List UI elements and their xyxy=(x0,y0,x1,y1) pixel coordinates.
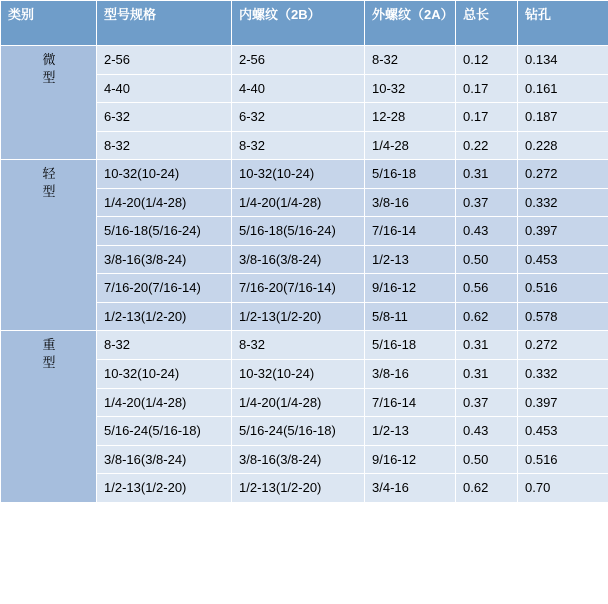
table-cell: 8-32 xyxy=(232,331,365,360)
table-cell: 7/16-14 xyxy=(365,388,456,417)
table-cell: 0.578 xyxy=(518,302,608,331)
table-row xyxy=(1,331,608,360)
table-cell: 0.37 xyxy=(456,188,518,217)
table-cell: 4-40 xyxy=(232,74,365,103)
table-cell: 9/16-12 xyxy=(365,445,456,474)
table-cell: 10-32(10-24) xyxy=(232,160,365,189)
column-header-model-spec: 型号规格 xyxy=(97,1,232,46)
table-cell: 0.31 xyxy=(456,331,518,360)
table-cell: 1/4-20(1/4-28) xyxy=(232,188,365,217)
table-cell: 1/2-13(1/2-20) xyxy=(97,474,232,503)
table-cell: 0.43 xyxy=(456,217,518,246)
table-row xyxy=(1,160,608,189)
table-cell: 0.31 xyxy=(456,160,518,189)
table-cell: 3/8-16(3/8-24) xyxy=(97,245,232,274)
column-header-drill-hole: 钻孔 xyxy=(518,1,608,46)
table-cell: 0.453 xyxy=(518,245,608,274)
table-cell: 0.272 xyxy=(518,160,608,189)
table-cell: 0.134 xyxy=(518,46,608,75)
category-cell: 轻型 xyxy=(1,160,97,331)
table-cell: 7/16-14 xyxy=(365,217,456,246)
table-cell: 0.187 xyxy=(518,103,608,132)
table-cell: 0.50 xyxy=(456,445,518,474)
table-cell: 7/16-20(7/16-14) xyxy=(97,274,232,303)
table-cell: 5/16-18 xyxy=(365,331,456,360)
table-cell: 0.62 xyxy=(456,474,518,503)
table-cell: 3/8-16(3/8-24) xyxy=(232,445,365,474)
table-cell: 10-32(10-24) xyxy=(232,360,365,389)
column-header-category: 类别 xyxy=(1,1,97,46)
table-cell: 0.332 xyxy=(518,188,608,217)
table-cell: 1/2-13(1/2-20) xyxy=(232,474,365,503)
column-header-total-length: 总长 xyxy=(456,1,518,46)
table-cell: 3/4-16 xyxy=(365,474,456,503)
table-header-row xyxy=(1,1,608,46)
table-cell: 2-56 xyxy=(97,46,232,75)
table-cell: 0.22 xyxy=(456,131,518,160)
table-cell: 8-32 xyxy=(97,131,232,160)
table-cell: 0.332 xyxy=(518,360,608,389)
table-cell: 0.397 xyxy=(518,217,608,246)
table-cell: 6-32 xyxy=(232,103,365,132)
category-cell: 微型 xyxy=(1,46,97,160)
table-cell: 0.453 xyxy=(518,417,608,446)
table-cell: 8-32 xyxy=(365,46,456,75)
table-cell: 0.37 xyxy=(456,388,518,417)
table-cell: 1/2-13 xyxy=(365,417,456,446)
table-cell: 0.50 xyxy=(456,245,518,274)
category-cell: 重型 xyxy=(1,331,97,502)
table-cell: 3/8-16(3/8-24) xyxy=(97,445,232,474)
table-cell: 1/4-20(1/4-28) xyxy=(97,188,232,217)
table-cell: 8-32 xyxy=(97,331,232,360)
table-cell: 0.228 xyxy=(518,131,608,160)
table-cell: 1/2-13(1/2-20) xyxy=(97,302,232,331)
table-cell: 2-56 xyxy=(232,46,365,75)
table-cell: 0.12 xyxy=(456,46,518,75)
table-cell: 5/16-24(5/16-18) xyxy=(97,417,232,446)
column-header-external-thread: 外螺纹（2A） xyxy=(365,1,456,46)
table-cell: 1/2-13(1/2-20) xyxy=(232,302,365,331)
table-cell: 0.17 xyxy=(456,103,518,132)
table-cell: 5/16-18(5/16-24) xyxy=(97,217,232,246)
table-cell: 7/16-20(7/16-14) xyxy=(232,274,365,303)
table-cell: 1/4-20(1/4-28) xyxy=(97,388,232,417)
table-cell: 0.161 xyxy=(518,74,608,103)
table-cell: 0.43 xyxy=(456,417,518,446)
table-cell: 0.516 xyxy=(518,445,608,474)
table-header xyxy=(1,1,608,46)
table-cell: 6-32 xyxy=(97,103,232,132)
table-cell: 0.31 xyxy=(456,360,518,389)
table-row xyxy=(1,46,608,75)
table-cell: 8-32 xyxy=(232,131,365,160)
column-header-internal-thread: 内螺纹（2B） xyxy=(232,1,365,46)
table-cell: 0.272 xyxy=(518,331,608,360)
table-cell: 5/16-24(5/16-18) xyxy=(232,417,365,446)
table-cell: 0.62 xyxy=(456,302,518,331)
table-cell: 0.516 xyxy=(518,274,608,303)
table-cell: 5/16-18 xyxy=(365,160,456,189)
table-cell: 9/16-12 xyxy=(365,274,456,303)
table-cell: 3/8-16 xyxy=(365,360,456,389)
table-cell: 4-40 xyxy=(97,74,232,103)
table-cell: 1/4-28 xyxy=(365,131,456,160)
table-cell: 0.17 xyxy=(456,74,518,103)
table-cell: 0.56 xyxy=(456,274,518,303)
table-body xyxy=(1,46,608,503)
table-cell: 5/16-18(5/16-24) xyxy=(232,217,365,246)
table-cell: 3/8-16 xyxy=(365,188,456,217)
table-cell: 10-32(10-24) xyxy=(97,160,232,189)
table-cell: 3/8-16(3/8-24) xyxy=(232,245,365,274)
table-cell: 1/2-13 xyxy=(365,245,456,274)
table-cell: 5/8-11 xyxy=(365,302,456,331)
table-cell: 0.397 xyxy=(518,388,608,417)
table-cell: 10-32 xyxy=(365,74,456,103)
table-cell: 0.70 xyxy=(518,474,608,503)
table-cell: 1/4-20(1/4-28) xyxy=(232,388,365,417)
table-cell: 12-28 xyxy=(365,103,456,132)
table-cell: 10-32(10-24) xyxy=(97,360,232,389)
